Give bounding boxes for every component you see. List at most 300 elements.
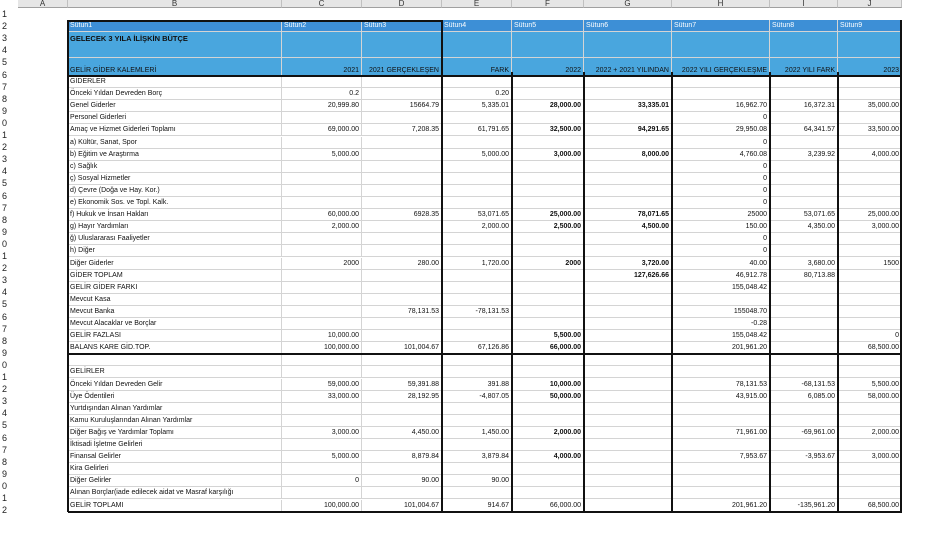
value-cell[interactable] [362,76,442,88]
row-number[interactable]: 6 [2,432,8,443]
value-cell[interactable]: 69,000.00 [282,124,362,136]
row-number[interactable]: 0 [2,117,8,128]
row-label[interactable]: GELİR TOPLAMI [68,500,282,512]
value-cell[interactable]: 3,000.00 [838,451,902,463]
value-cell[interactable] [362,245,442,257]
value-cell[interactable] [282,233,362,245]
row-number[interactable]: 8 [2,93,8,104]
row-number[interactable]: 2 [2,263,8,274]
row-label[interactable]: f) Hukuk ve İnsan Hakları [68,209,282,221]
value-cell[interactable]: 3,879.84 [442,451,512,463]
value-cell[interactable] [282,245,362,257]
value-cell[interactable] [442,173,512,185]
value-cell[interactable] [672,475,770,487]
column-header-d[interactable]: D [362,0,442,8]
row-number[interactable]: 2 [2,505,8,516]
value-cell[interactable] [442,282,512,294]
row-label[interactable]: e) Ekonomik Sos. ve Topl. Kalk. [68,197,282,209]
value-cell[interactable] [282,161,362,173]
row-label[interactable]: GİDER TOPLAM [68,270,282,282]
value-cell[interactable]: 4,000.00 [838,149,902,161]
value-cell[interactable] [770,245,838,257]
value-cell[interactable] [838,185,902,197]
value-cell[interactable] [442,294,512,306]
value-cell[interactable] [512,403,584,415]
value-cell[interactable]: 0 [672,185,770,197]
value-cell[interactable] [838,306,902,318]
value-cell[interactable] [512,415,584,427]
value-cell[interactable] [770,294,838,306]
value-cell[interactable]: 4,760.08 [672,149,770,161]
value-cell[interactable]: 4,350.00 [770,221,838,233]
table-header-9[interactable]: Sütun9 [838,20,902,32]
value-cell[interactable] [672,487,770,499]
row-number[interactable]: 9 [2,347,8,358]
value-cell[interactable] [512,76,584,88]
value-cell[interactable] [362,439,442,451]
row-label[interactable]: Kira Gelirleri [68,463,282,475]
value-cell[interactable]: 2,000.00 [838,427,902,439]
value-cell[interactable]: 6928.35 [362,209,442,221]
value-cell[interactable] [282,306,362,318]
value-cell[interactable]: -0.28 [672,318,770,330]
value-cell[interactable]: -4,807.05 [442,391,512,403]
value-cell[interactable]: 201,961.20 [672,500,770,512]
value-cell[interactable] [512,173,584,185]
value-cell[interactable]: 2,000.00 [442,221,512,233]
value-cell[interactable] [770,233,838,245]
value-cell[interactable] [770,76,838,88]
value-cell[interactable] [770,88,838,100]
value-cell[interactable] [282,270,362,282]
value-cell[interactable] [838,354,902,366]
column-label-6[interactable]: 2022 + 2021 YILINDAN [584,58,672,76]
value-cell[interactable] [672,415,770,427]
row-label[interactable]: ç) Sosyal Hizmetler [68,173,282,185]
row-label[interactable]: Önceki Yıldan Devreden Gelir [68,379,282,391]
value-cell[interactable] [584,185,672,197]
value-cell[interactable]: 4,450.00 [362,427,442,439]
value-cell[interactable] [362,282,442,294]
row-label[interactable]: d) Çevre (Doğa ve Hay. Kor.) [68,185,282,197]
value-cell[interactable] [838,88,902,100]
value-cell[interactable] [672,439,770,451]
row-number[interactable]: 9 [2,468,8,479]
row-number[interactable]: 4 [2,166,8,177]
row-label[interactable]: GELİR GİDER FARKI [68,282,282,294]
value-cell[interactable]: 53,071.65 [770,209,838,221]
value-cell[interactable] [770,306,838,318]
table-header-7[interactable]: Sütun7 [672,20,770,32]
row-number[interactable]: 3 [2,154,8,165]
value-cell[interactable]: 61,791.65 [442,124,512,136]
row-label[interactable] [68,354,282,366]
value-cell[interactable] [584,403,672,415]
value-cell[interactable]: 0 [672,112,770,124]
value-cell[interactable]: 155,048.42 [672,282,770,294]
value-cell[interactable] [362,221,442,233]
value-cell[interactable]: 16,962.70 [672,100,770,112]
budget-title[interactable]: GELECEK 3 YILA İLİŞKİN BÜTÇE [68,32,282,58]
value-cell[interactable]: -3,953.67 [770,451,838,463]
value-cell[interactable]: 7,953.67 [672,451,770,463]
value-cell[interactable] [512,137,584,149]
value-cell[interactable]: 8,879.84 [362,451,442,463]
row-number[interactable]: 8 [2,456,8,467]
value-cell[interactable] [512,161,584,173]
value-cell[interactable] [362,354,442,366]
value-cell[interactable] [838,245,902,257]
value-cell[interactable]: 1,450.00 [442,427,512,439]
value-cell[interactable]: 20,999.80 [282,100,362,112]
row-label[interactable]: Mevcut Banka [68,306,282,318]
value-cell[interactable] [584,391,672,403]
value-cell[interactable] [282,294,362,306]
value-cell[interactable] [512,366,584,378]
value-cell[interactable]: 67,126.86 [442,342,512,354]
value-cell[interactable] [362,149,442,161]
value-cell[interactable] [512,439,584,451]
value-cell[interactable] [282,403,362,415]
value-cell[interactable] [584,427,672,439]
title-band-cell[interactable] [442,32,512,58]
value-cell[interactable]: 46,912.78 [672,270,770,282]
value-cell[interactable]: 0 [672,161,770,173]
value-cell[interactable] [838,282,902,294]
value-cell[interactable] [282,415,362,427]
value-cell[interactable] [770,475,838,487]
value-cell[interactable] [838,294,902,306]
value-cell[interactable] [770,330,838,342]
row-number[interactable]: 2 [2,21,8,32]
value-cell[interactable] [672,366,770,378]
value-cell[interactable] [282,463,362,475]
row-label[interactable]: h) Diğer [68,245,282,257]
value-cell[interactable] [442,366,512,378]
value-cell[interactable] [584,233,672,245]
column-label-2[interactable]: 2021 [282,58,362,76]
value-cell[interactable] [672,354,770,366]
column-label-3[interactable]: 2021 GERÇEKLEŞEN [362,58,442,76]
value-cell[interactable]: 0.20 [442,88,512,100]
value-cell[interactable] [770,112,838,124]
value-cell[interactable]: 101,004.67 [362,342,442,354]
value-cell[interactable] [512,185,584,197]
value-cell[interactable] [442,185,512,197]
column-header-c[interactable]: C [282,0,362,8]
value-cell[interactable]: 100,000.00 [282,500,362,512]
value-cell[interactable] [672,88,770,100]
value-cell[interactable]: 5,500.00 [512,330,584,342]
value-cell[interactable] [770,415,838,427]
value-cell[interactable]: 5,500.00 [838,379,902,391]
value-cell[interactable] [838,463,902,475]
value-cell[interactable]: 0 [672,197,770,209]
table-header-2[interactable]: Sütun2 [282,20,362,32]
value-cell[interactable] [584,282,672,294]
value-cell[interactable] [838,197,902,209]
row-number[interactable]: 0 [2,238,8,249]
value-cell[interactable] [770,197,838,209]
row-number[interactable]: 3 [2,275,8,286]
row-number[interactable]: 7 [2,202,8,213]
value-cell[interactable] [770,403,838,415]
row-label[interactable]: Diğer Giderler [68,258,282,270]
column-label-7[interactable]: 2022 YILI GERÇEKLEŞME [672,58,770,76]
value-cell[interactable] [584,197,672,209]
value-cell[interactable] [512,354,584,366]
value-cell[interactable] [282,439,362,451]
value-cell[interactable]: 3,680.00 [770,258,838,270]
value-cell[interactable]: 43,915.00 [672,391,770,403]
value-cell[interactable] [584,137,672,149]
value-cell[interactable] [770,137,838,149]
value-cell[interactable] [584,475,672,487]
title-band-cell[interactable] [838,32,902,58]
row-number[interactable]: 6 [2,190,8,201]
row-number[interactable]: 5 [2,420,8,431]
value-cell[interactable] [584,294,672,306]
value-cell[interactable] [838,318,902,330]
row-number[interactable]: 1 [2,130,8,140]
column-header-g[interactable]: G [584,0,672,8]
value-cell[interactable]: 0 [672,245,770,257]
row-number[interactable]: 0 [2,359,8,370]
value-cell[interactable] [442,270,512,282]
value-cell[interactable] [282,318,362,330]
value-cell[interactable] [672,294,770,306]
value-cell[interactable] [584,451,672,463]
value-cell[interactable] [584,463,672,475]
value-cell[interactable]: 10,000.00 [512,379,584,391]
value-cell[interactable]: 280.00 [362,258,442,270]
value-cell[interactable] [362,270,442,282]
value-cell[interactable]: 60,000.00 [282,209,362,221]
value-cell[interactable] [282,487,362,499]
value-cell[interactable]: 2000 [282,258,362,270]
value-cell[interactable] [584,354,672,366]
value-cell[interactable]: 1,720.00 [442,258,512,270]
row-number[interactable]: 3 [2,33,8,44]
row-label[interactable]: Mevcut Kasa [68,294,282,306]
value-cell[interactable] [512,294,584,306]
row-number[interactable]: 3 [2,396,8,407]
value-cell[interactable] [584,330,672,342]
value-cell[interactable]: 25000 [672,209,770,221]
value-cell[interactable]: 3,000.00 [282,427,362,439]
value-cell[interactable] [512,112,584,124]
value-cell[interactable] [838,403,902,415]
row-number[interactable]: 5 [2,299,8,310]
title-band-cell[interactable] [770,32,838,58]
column-header-f[interactable]: F [512,0,584,8]
value-cell[interactable] [512,270,584,282]
value-cell[interactable]: 0 [672,137,770,149]
value-cell[interactable] [770,354,838,366]
value-cell[interactable] [512,463,584,475]
value-cell[interactable]: 28,192.95 [362,391,442,403]
value-cell[interactable] [584,318,672,330]
row-number[interactable]: 1 [2,493,8,503]
title-band-cell[interactable] [282,32,362,58]
value-cell[interactable]: -78,131.53 [442,306,512,318]
value-cell[interactable]: 25,000.00 [838,209,902,221]
value-cell[interactable] [512,475,584,487]
table-header-4[interactable]: Sütun4 [442,20,512,32]
value-cell[interactable] [512,233,584,245]
value-cell[interactable] [442,197,512,209]
value-cell[interactable]: 150.00 [672,221,770,233]
value-cell[interactable] [362,88,442,100]
row-label[interactable]: b) Eğitim ve Araştırma [68,149,282,161]
table-header-1[interactable]: Sütun1 [68,20,282,32]
value-cell[interactable]: 5,000.00 [282,149,362,161]
value-cell[interactable] [362,487,442,499]
value-cell[interactable]: 94,291.65 [584,124,672,136]
row-label[interactable]: GELİR FAZLASI [68,330,282,342]
value-cell[interactable] [838,270,902,282]
value-cell[interactable]: 101,004.67 [362,500,442,512]
row-label[interactable]: Finansal Gelirler [68,451,282,463]
value-cell[interactable] [512,197,584,209]
value-cell[interactable]: 64,341.57 [770,124,838,136]
value-cell[interactable] [838,76,902,88]
value-cell[interactable] [770,439,838,451]
value-cell[interactable] [512,245,584,257]
value-cell[interactable]: 2,000.00 [282,221,362,233]
value-cell[interactable] [362,233,442,245]
value-cell[interactable] [442,415,512,427]
value-cell[interactable] [362,197,442,209]
value-cell[interactable] [442,487,512,499]
value-cell[interactable]: 29,950.08 [672,124,770,136]
value-cell[interactable] [584,366,672,378]
value-cell[interactable]: 5,000.00 [282,451,362,463]
value-cell[interactable]: 33,000.00 [282,391,362,403]
value-cell[interactable] [584,76,672,88]
column-header-j[interactable]: J [838,0,902,8]
value-cell[interactable] [838,137,902,149]
title-band-cell[interactable] [672,32,770,58]
value-cell[interactable]: 58,000.00 [838,391,902,403]
value-cell[interactable] [770,487,838,499]
value-cell[interactable]: 71,961.00 [672,427,770,439]
value-cell[interactable] [770,161,838,173]
value-cell[interactable] [672,403,770,415]
value-cell[interactable]: 0 [672,173,770,185]
value-cell[interactable]: 6,085.00 [770,391,838,403]
row-number[interactable]: 7 [2,444,8,455]
row-number[interactable]: 1 [2,372,8,382]
value-cell[interactable] [362,330,442,342]
value-cell[interactable]: 2000 [512,258,584,270]
row-number[interactable]: 5 [2,57,8,68]
row-number[interactable]: 1 [2,9,8,19]
value-cell[interactable]: 3,000.00 [512,149,584,161]
value-cell[interactable]: 3,239.92 [770,149,838,161]
row-number[interactable]: 9 [2,226,8,237]
value-cell[interactable]: 78,071.65 [584,209,672,221]
value-cell[interactable] [362,112,442,124]
value-cell[interactable] [442,76,512,88]
value-cell[interactable]: 59,391.88 [362,379,442,391]
value-cell[interactable] [442,463,512,475]
value-cell[interactable] [770,318,838,330]
value-cell[interactable]: 3,720.00 [584,258,672,270]
value-cell[interactable] [770,366,838,378]
row-label[interactable]: ğ) Uluslararası Faaliyetler [68,233,282,245]
value-cell[interactable] [512,88,584,100]
value-cell[interactable] [838,475,902,487]
value-cell[interactable]: -69,961.00 [770,427,838,439]
title-band-cell[interactable] [362,32,442,58]
column-label-5[interactable]: 2022 [512,58,584,76]
value-cell[interactable] [512,487,584,499]
row-label[interactable]: Üye Ödentileri [68,391,282,403]
value-cell[interactable]: 33,335.01 [584,100,672,112]
value-cell[interactable] [770,282,838,294]
value-cell[interactable] [362,137,442,149]
value-cell[interactable] [362,294,442,306]
row-label[interactable]: Kamu Kuruluşlarından Alınan Yardımlar [68,415,282,427]
row-number[interactable]: 7 [2,323,8,334]
table-header-8[interactable]: Sütun8 [770,20,838,32]
value-cell[interactable] [442,245,512,257]
value-cell[interactable]: 127,626.66 [584,270,672,282]
value-cell[interactable] [584,173,672,185]
value-cell[interactable] [442,439,512,451]
row-number[interactable]: 1 [2,251,8,261]
row-label[interactable]: BALANS KARE GİD.TOP. [68,342,282,354]
value-cell[interactable] [282,112,362,124]
value-cell[interactable] [282,76,362,88]
column-label-8[interactable]: 2022 YILI FARK [770,58,838,76]
row-label[interactable]: Genel Giderler [68,100,282,112]
value-cell[interactable] [442,233,512,245]
row-number[interactable]: 0 [2,480,8,491]
value-cell[interactable]: -68,131.53 [770,379,838,391]
value-cell[interactable]: 2,500.00 [512,221,584,233]
value-cell[interactable]: 100,000.00 [282,342,362,354]
value-cell[interactable]: 0.2 [282,88,362,100]
value-cell[interactable]: 40.00 [672,258,770,270]
row-label[interactable]: c) Sağlık [68,161,282,173]
value-cell[interactable]: 7,208.35 [362,124,442,136]
column-label-9[interactable]: 2023 [838,58,902,76]
row-label[interactable]: Önceki Yıldan Devreden Borç [68,88,282,100]
value-cell[interactable] [584,88,672,100]
value-cell[interactable] [584,439,672,451]
value-cell[interactable] [362,415,442,427]
value-cell[interactable] [672,76,770,88]
value-cell[interactable]: 5,335.01 [442,100,512,112]
value-cell[interactable]: 66,000.00 [512,500,584,512]
column-label-1[interactable]: GELİR GİDER KALEMLERİ [68,58,282,76]
table-header-6[interactable]: Sütun6 [584,20,672,32]
value-cell[interactable]: 4,000.00 [512,451,584,463]
value-cell[interactable] [770,173,838,185]
value-cell[interactable] [362,161,442,173]
value-cell[interactable] [442,330,512,342]
value-cell[interactable]: 53,071.65 [442,209,512,221]
value-cell[interactable] [838,173,902,185]
value-cell[interactable] [584,487,672,499]
value-cell[interactable]: 10,000.00 [282,330,362,342]
value-cell[interactable] [838,439,902,451]
value-cell[interactable] [442,112,512,124]
value-cell[interactable] [362,185,442,197]
value-cell[interactable]: 59,000.00 [282,379,362,391]
